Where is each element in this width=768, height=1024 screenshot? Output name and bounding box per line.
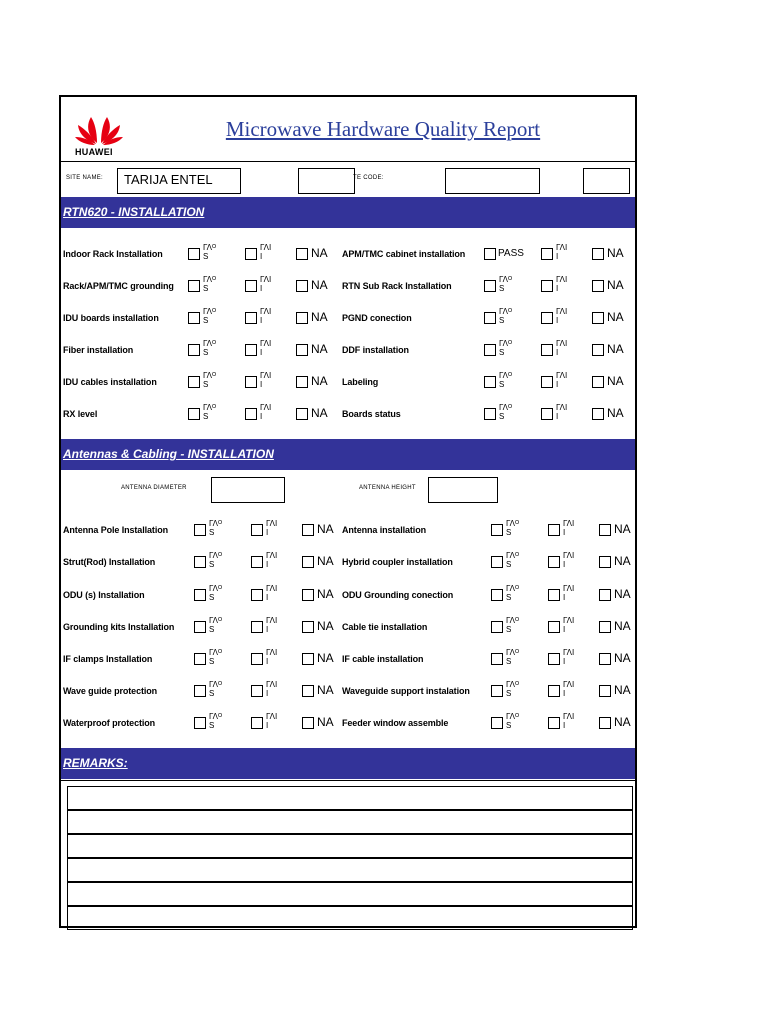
pass-label: ΓΛᴼ [499, 371, 513, 380]
pass-label-cut: S [209, 593, 215, 602]
fail-label-cut: I [266, 560, 269, 569]
pass-label-cut: S [506, 593, 512, 602]
pass-label: PASS [498, 248, 524, 259]
na-checkbox[interactable] [302, 685, 314, 697]
checklist-item-label: IF cable installation [342, 654, 424, 664]
remarks-line[interactable] [67, 906, 633, 930]
fail-label: ΓΛI [266, 519, 278, 528]
pass-checkbox[interactable] [194, 653, 206, 665]
fail-label-cut: I [563, 689, 566, 698]
pass-checkbox[interactable] [188, 344, 200, 356]
remarks-line[interactable] [67, 810, 633, 834]
na-label: NA [614, 651, 631, 665]
section-title-antennas: Antennas & Cabling - INSTALLATION [63, 447, 274, 461]
pass-checkbox[interactable] [188, 280, 200, 292]
pass-label: ΓΛᴼ [209, 584, 223, 593]
pass-label: ΓΛᴼ [506, 584, 520, 593]
fail-label-cut: I [563, 657, 566, 666]
fail-label-cut: I [556, 348, 559, 357]
fail-label: ΓΛI [556, 307, 568, 316]
na-checkbox[interactable] [302, 717, 314, 729]
fail-label: ΓΛI [556, 371, 568, 380]
section-title-rtn: RTN620 - INSTALLATION [63, 205, 205, 219]
na-label: NA [311, 406, 328, 420]
fail-checkbox[interactable] [541, 312, 553, 324]
pass-label: ΓΛᴼ [499, 339, 513, 348]
pass-checkbox[interactable] [188, 312, 200, 324]
remarks-line[interactable] [67, 858, 633, 882]
pass-checkbox[interactable] [484, 312, 496, 324]
na-checkbox[interactable] [592, 280, 604, 292]
fail-checkbox[interactable] [245, 376, 257, 388]
antenna-height-field[interactable] [428, 477, 498, 503]
fail-label: ΓΛI [563, 648, 575, 657]
pass-checkbox[interactable] [194, 524, 206, 536]
pass-label-cut: S [506, 689, 512, 698]
checklist-item-label: IDU cables installation [63, 377, 157, 387]
pass-label: ΓΛᴼ [209, 551, 223, 560]
fail-checkbox[interactable] [541, 248, 553, 260]
pass-label: ΓΛᴼ [209, 712, 223, 721]
na-label: NA [614, 587, 631, 601]
fail-label-cut: I [556, 412, 559, 421]
na-checkbox[interactable] [592, 344, 604, 356]
pass-label-cut: S [209, 721, 215, 730]
na-label: NA [614, 683, 631, 697]
antenna-diameter-label: ANTENNA DIAMETER [121, 485, 187, 491]
fail-label: ΓΛI [563, 519, 575, 528]
pass-checkbox[interactable] [484, 344, 496, 356]
fail-checkbox[interactable] [548, 685, 560, 697]
checklist-item-label: Waterproof protection [63, 718, 156, 728]
pass-checkbox[interactable] [194, 717, 206, 729]
na-checkbox[interactable] [599, 621, 611, 633]
pass-checkbox[interactable] [491, 685, 503, 697]
pass-label-cut: S [203, 252, 209, 261]
fail-label-cut: I [266, 625, 269, 634]
fail-label-cut: I [266, 593, 269, 602]
pass-label-cut: S [506, 528, 512, 537]
na-checkbox[interactable] [599, 685, 611, 697]
na-label: NA [614, 715, 631, 729]
fail-label-cut: I [556, 316, 559, 325]
fail-label-cut: I [266, 689, 269, 698]
fail-label-cut: I [260, 348, 263, 357]
fail-checkbox[interactable] [548, 621, 560, 633]
na-checkbox[interactable] [599, 556, 611, 568]
pass-label: ΓΛᴼ [203, 371, 217, 380]
fail-checkbox[interactable] [548, 653, 560, 665]
checklist-item-label: APM/TMC cabinet installation [342, 249, 466, 259]
fail-label: ΓΛI [260, 339, 272, 348]
pass-label-cut: S [506, 657, 512, 666]
pass-label-cut: S [209, 657, 215, 666]
remarks-line[interactable] [67, 786, 633, 810]
na-checkbox[interactable] [302, 589, 314, 601]
pass-label: ΓΛᴼ [203, 403, 217, 412]
pass-label-cut: S [203, 284, 209, 293]
fail-checkbox[interactable] [245, 280, 257, 292]
fail-label: ΓΛI [260, 403, 272, 412]
na-label: NA [311, 374, 328, 388]
fail-label: ΓΛI [563, 712, 575, 721]
pass-label-cut: S [209, 625, 215, 634]
fail-label-cut: I [266, 528, 269, 537]
checklist-item-label: Labeling [342, 377, 379, 387]
fail-label: ΓΛI [266, 584, 278, 593]
fail-checkbox[interactable] [251, 621, 263, 633]
site-code-field[interactable] [445, 168, 540, 194]
pass-label: ΓΛᴼ [203, 339, 217, 348]
checklist-item-label: IDU boards installation [63, 313, 159, 323]
na-label: NA [317, 715, 334, 729]
fail-label: ΓΛI [556, 339, 568, 348]
divider [61, 780, 635, 781]
na-checkbox[interactable] [302, 653, 314, 665]
fail-label-cut: I [563, 625, 566, 634]
pass-label: ΓΛᴼ [203, 307, 217, 316]
pass-checkbox[interactable] [491, 653, 503, 665]
na-checkbox[interactable] [599, 717, 611, 729]
pass-label-cut: S [506, 721, 512, 730]
fail-label: ΓΛI [563, 680, 575, 689]
remarks-line[interactable] [67, 882, 633, 906]
fail-label-cut: I [556, 252, 559, 261]
fail-label-cut: I [266, 657, 269, 666]
section-header-antennas [61, 439, 635, 470]
fail-checkbox[interactable] [245, 312, 257, 324]
fail-checkbox[interactable] [245, 408, 257, 420]
fail-checkbox[interactable] [251, 524, 263, 536]
pass-label-cut: S [499, 284, 505, 293]
na-checkbox[interactable] [599, 653, 611, 665]
pass-label: ΓΛᴼ [203, 275, 217, 284]
pass-checkbox[interactable] [194, 621, 206, 633]
na-checkbox[interactable] [296, 344, 308, 356]
pass-label: ΓΛᴼ [209, 680, 223, 689]
pass-checkbox[interactable] [484, 248, 496, 260]
fail-checkbox[interactable] [245, 248, 257, 260]
checklist-item-label: Boards status [342, 409, 401, 419]
na-checkbox[interactable] [592, 312, 604, 324]
fail-checkbox[interactable] [251, 653, 263, 665]
section-header-rtn [61, 197, 635, 228]
section-header-remarks [61, 748, 635, 779]
checklist-item-label: ODU (s) Installation [63, 590, 145, 600]
pass-label-cut: S [499, 380, 505, 389]
checklist-item-label: PGND conection [342, 313, 412, 323]
pass-checkbox[interactable] [194, 556, 206, 568]
pass-checkbox[interactable] [188, 248, 200, 260]
na-checkbox[interactable] [302, 621, 314, 633]
na-label: NA [317, 587, 334, 601]
checklist-item-label: Wave guide protection [63, 686, 158, 696]
na-checkbox[interactable] [592, 408, 604, 420]
fail-checkbox[interactable] [245, 344, 257, 356]
fail-label-cut: I [556, 284, 559, 293]
fail-label: ΓΛI [556, 243, 568, 252]
huawei-logo-icon [75, 111, 123, 147]
pass-checkbox[interactable] [491, 524, 503, 536]
fail-label-cut: I [556, 380, 559, 389]
pass-checkbox[interactable] [194, 589, 206, 601]
pass-label-cut: S [203, 348, 209, 357]
pass-label-cut: S [203, 316, 209, 325]
fail-label: ΓΛI [260, 307, 272, 316]
na-label: NA [311, 342, 328, 356]
fail-label-cut: I [260, 316, 263, 325]
divider [61, 161, 635, 162]
na-checkbox[interactable] [599, 589, 611, 601]
na-label: NA [614, 554, 631, 568]
site-name-field[interactable]: TARIJA ENTEL [117, 168, 241, 194]
fail-label-cut: I [563, 560, 566, 569]
quality-report-sheet [59, 95, 637, 928]
na-checkbox[interactable] [296, 376, 308, 388]
fail-label-cut: I [260, 252, 263, 261]
na-label: NA [607, 342, 624, 356]
checklist-item-label: Antenna installation [342, 525, 427, 535]
checklist-item-label: RTN Sub Rack Installation [342, 281, 452, 291]
na-checkbox[interactable] [599, 524, 611, 536]
fail-checkbox[interactable] [541, 408, 553, 420]
pass-label-cut: S [499, 316, 505, 325]
fail-checkbox[interactable] [541, 280, 553, 292]
checklist-item-label: Strut(Rod) Installation [63, 557, 156, 567]
pass-checkbox[interactable] [194, 685, 206, 697]
fail-label: ΓΛI [260, 371, 272, 380]
pass-label-cut: S [209, 528, 215, 537]
na-label: NA [311, 278, 328, 292]
checklist-item-label: Antenna Pole Installation [63, 525, 169, 535]
pass-label: ΓΛᴼ [499, 403, 513, 412]
na-label: NA [311, 310, 328, 324]
pass-checkbox[interactable] [491, 621, 503, 633]
na-label: NA [317, 683, 334, 697]
section-title-remarks: REMARKS: [63, 756, 128, 770]
fail-checkbox[interactable] [548, 556, 560, 568]
na-label: NA [311, 246, 328, 260]
na-label: NA [317, 522, 334, 536]
fail-checkbox[interactable] [251, 556, 263, 568]
antenna-height-label: ANTENNA HEIGHT [359, 485, 416, 491]
site-code-prefix-field[interactable] [298, 168, 355, 194]
na-label: NA [317, 651, 334, 665]
fail-checkbox[interactable] [548, 524, 560, 536]
na-checkbox[interactable] [296, 248, 308, 260]
pass-label: ΓΛᴼ [209, 519, 223, 528]
fail-label-cut: I [563, 593, 566, 602]
logo-text: HUAWEI [75, 147, 113, 157]
pass-checkbox[interactable] [491, 556, 503, 568]
fail-label: ΓΛI [266, 616, 278, 625]
pass-label: ΓΛᴼ [506, 551, 520, 560]
fail-checkbox[interactable] [251, 589, 263, 601]
fail-label-cut: I [260, 284, 263, 293]
pass-label: ΓΛᴼ [203, 243, 217, 252]
fail-checkbox[interactable] [548, 717, 560, 729]
na-label: NA [317, 554, 334, 568]
fail-checkbox[interactable] [541, 344, 553, 356]
pass-checkbox[interactable] [484, 376, 496, 388]
checklist-item-label: Hybrid coupler installation [342, 557, 453, 567]
fail-label-cut: I [563, 721, 566, 730]
antenna-diameter-field[interactable] [211, 477, 285, 503]
fail-label: ΓΛI [266, 551, 278, 560]
fail-label: ΓΛI [556, 275, 568, 284]
na-checkbox[interactable] [296, 280, 308, 292]
pass-label: ΓΛᴼ [506, 680, 520, 689]
pass-label-cut: S [499, 412, 505, 421]
checklist-item-label: Waveguide support instalation [342, 686, 470, 696]
pass-label: ΓΛᴼ [506, 519, 520, 528]
fail-label-cut: I [563, 528, 566, 537]
fail-label: ΓΛI [260, 243, 272, 252]
na-checkbox[interactable] [296, 312, 308, 324]
na-checkbox[interactable] [302, 524, 314, 536]
fail-label: ΓΛI [556, 403, 568, 412]
site-extra-field[interactable] [583, 168, 630, 194]
pass-label-cut: S [506, 560, 512, 569]
fail-checkbox[interactable] [541, 376, 553, 388]
fail-label: ΓΛI [266, 680, 278, 689]
page-title: Microwave Hardware Quality Report [225, 117, 541, 141]
pass-label: ΓΛᴼ [506, 712, 520, 721]
fail-label: ΓΛI [563, 616, 575, 625]
fail-label-cut: I [260, 380, 263, 389]
pass-label: ΓΛᴼ [209, 616, 223, 625]
site-code-label: TE CODE: [353, 175, 384, 181]
pass-label: ΓΛᴼ [506, 648, 520, 657]
fail-label: ΓΛI [563, 551, 575, 560]
pass-checkbox[interactable] [491, 589, 503, 601]
pass-label: ΓΛᴼ [499, 275, 513, 284]
na-label: NA [607, 406, 624, 420]
checklist-item-label: RX level [63, 409, 98, 419]
fail-label-cut: I [266, 721, 269, 730]
checklist-item-label: Rack/APM/TMC grounding [63, 281, 174, 291]
na-label: NA [317, 619, 334, 633]
checklist-item-label: Fiber installation [63, 345, 134, 355]
checklist-item-label: Grounding kits Installation [63, 622, 175, 632]
pass-label-cut: S [203, 412, 209, 421]
pass-label: ΓΛᴼ [499, 307, 513, 316]
na-checkbox[interactable] [296, 408, 308, 420]
fail-checkbox[interactable] [548, 589, 560, 601]
fail-label-cut: I [260, 412, 263, 421]
remarks-line[interactable] [67, 834, 633, 858]
pass-checkbox[interactable] [188, 408, 200, 420]
na-checkbox[interactable] [302, 556, 314, 568]
pass-checkbox[interactable] [484, 280, 496, 292]
checklist-item-label: Cable tie installation [342, 622, 428, 632]
na-label: NA [607, 310, 624, 324]
pass-label-cut: S [506, 625, 512, 634]
pass-label: ΓΛᴼ [506, 616, 520, 625]
na-label: NA [614, 522, 631, 536]
checklist-item-label: Indoor Rack Installation [63, 249, 163, 259]
na-label: NA [607, 278, 624, 292]
checklist-item-label: Feeder window assemble [342, 718, 449, 728]
fail-checkbox[interactable] [251, 717, 263, 729]
fail-label: ΓΛI [266, 712, 278, 721]
na-label: NA [607, 374, 624, 388]
pass-label-cut: S [499, 348, 505, 357]
pass-label-cut: S [209, 560, 215, 569]
pass-checkbox[interactable] [491, 717, 503, 729]
na-checkbox[interactable] [592, 248, 604, 260]
pass-checkbox[interactable] [484, 408, 496, 420]
checklist-item-label: DDF installation [342, 345, 409, 355]
pass-label-cut: S [203, 380, 209, 389]
fail-label: ΓΛI [563, 584, 575, 593]
na-checkbox[interactable] [592, 376, 604, 388]
site-name-label: SITE NAME: [66, 175, 104, 181]
fail-label: ΓΛI [266, 648, 278, 657]
fail-checkbox[interactable] [251, 685, 263, 697]
fail-label: ΓΛI [260, 275, 272, 284]
pass-checkbox[interactable] [188, 376, 200, 388]
checklist-item-label: ODU Grounding conection [342, 590, 454, 600]
na-label: NA [607, 246, 624, 260]
checklist-item-label: IF clamps Installation [63, 654, 153, 664]
na-label: NA [614, 619, 631, 633]
pass-label-cut: S [209, 689, 215, 698]
pass-label: ΓΛᴼ [209, 648, 223, 657]
